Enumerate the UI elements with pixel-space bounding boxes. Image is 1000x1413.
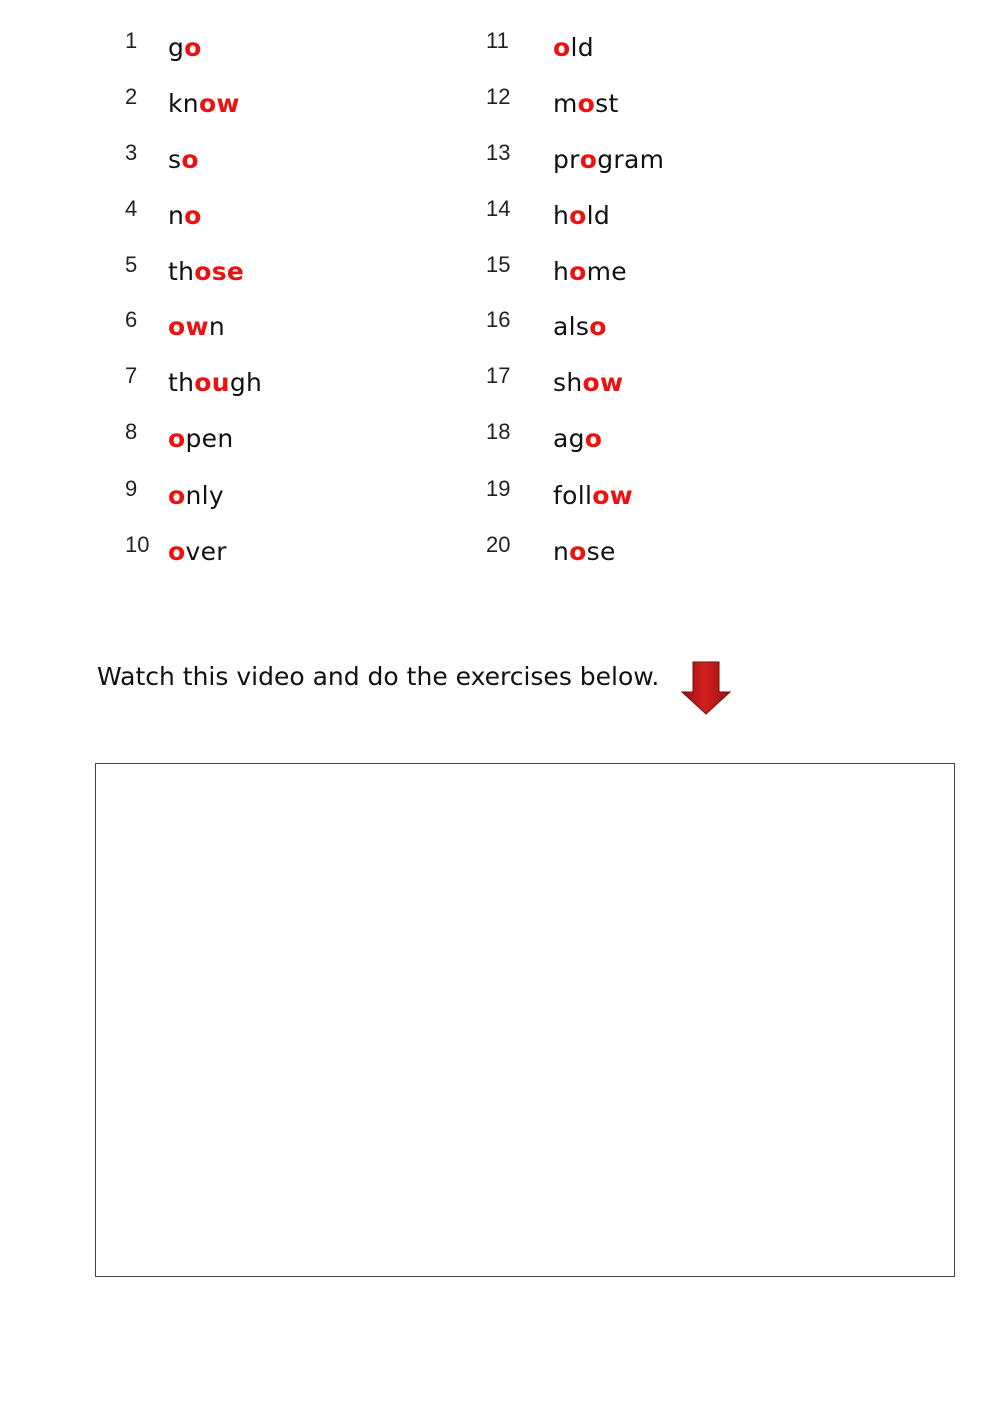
word-highlight: ow	[168, 312, 209, 341]
word-highlight: o	[569, 201, 587, 230]
word-part: me	[586, 257, 627, 286]
word-list-item	[0, 254, 1000, 294]
word-part: kn	[168, 89, 199, 118]
word-highlight: ow	[592, 481, 634, 510]
word-highlight: ow	[198, 89, 240, 118]
arrow-down-icon	[681, 661, 731, 715]
item-number: 6	[125, 307, 138, 332]
word-highlight: ow	[582, 368, 624, 397]
item-number: 1	[125, 28, 138, 53]
item-number: 15	[486, 252, 511, 277]
word-part: h	[553, 257, 570, 286]
instruction-text: Watch this video and do the exercises below.	[97, 662, 660, 691]
word-part: n	[553, 537, 570, 566]
word-part: m	[553, 89, 578, 118]
word-highlight: o	[168, 424, 186, 453]
word-list	[0, 0, 1000, 600]
word-text	[553, 312, 607, 341]
word-highlight: o	[184, 201, 202, 230]
word-highlight: o	[168, 537, 186, 566]
word-part: n	[208, 312, 226, 341]
word-list-item	[0, 365, 1000, 405]
item-number: 7	[125, 363, 138, 388]
word-text	[553, 257, 627, 286]
video-frame[interactable]	[95, 763, 955, 1277]
word-part: g	[168, 33, 185, 62]
word-list-item	[0, 142, 1000, 182]
word-list-item	[0, 534, 1000, 574]
word-part: als	[553, 312, 590, 341]
word-list-item	[0, 86, 1000, 126]
item-number: 3	[125, 140, 138, 165]
word-part: nly	[185, 481, 224, 510]
word-highlight: o	[181, 145, 199, 174]
word-text	[553, 537, 616, 566]
word-text	[553, 89, 619, 118]
word-part: s	[168, 145, 182, 174]
word-list-item	[0, 30, 1000, 70]
word-highlight: o	[184, 33, 202, 62]
word-highlight: ose	[194, 257, 245, 286]
word-part: pr	[553, 145, 580, 174]
word-part: th	[168, 257, 195, 286]
item-number: 9	[125, 476, 138, 501]
item-number: 16	[486, 307, 511, 332]
item-number: 11	[486, 28, 509, 53]
item-number: 20	[486, 532, 511, 557]
word-list-item	[0, 309, 1000, 349]
word-part: th	[168, 368, 195, 397]
word-part: st	[595, 89, 619, 118]
word-list-item	[0, 421, 1000, 461]
word-highlight: ou	[194, 368, 230, 397]
word-part: ver	[185, 537, 227, 566]
word-highlight: o	[579, 145, 598, 174]
word-part: n	[168, 201, 185, 230]
word-highlight: o	[553, 33, 571, 62]
word-highlight: o	[577, 89, 596, 118]
word-text	[553, 145, 664, 174]
word-part: gh	[229, 368, 263, 397]
word-highlight: o	[569, 537, 587, 566]
word-highlight: o	[589, 312, 607, 341]
word-highlight: o	[584, 424, 603, 453]
word-text	[553, 33, 594, 62]
word-text	[553, 368, 623, 397]
word-part: h	[553, 201, 570, 230]
item-number: 8	[125, 419, 138, 444]
item-number: 5	[125, 252, 138, 277]
item-number: 12	[486, 84, 511, 109]
word-part: ld	[570, 33, 594, 62]
word-part: sh	[553, 368, 583, 397]
item-number: 13	[486, 140, 511, 165]
word-text	[553, 201, 610, 230]
word-text	[553, 481, 633, 510]
word-highlight: o	[168, 481, 186, 510]
word-part: se	[586, 537, 616, 566]
item-number: 19	[486, 476, 511, 501]
word-part: ld	[586, 201, 611, 230]
item-number: 18	[486, 419, 511, 444]
word-part: pen	[185, 424, 234, 453]
word-list-item	[0, 478, 1000, 518]
word-text	[553, 424, 602, 453]
word-list-item	[0, 198, 1000, 238]
item-number: 17	[486, 363, 511, 388]
item-number: 10	[125, 532, 150, 557]
word-part: ag	[553, 424, 585, 453]
item-number: 4	[125, 196, 138, 221]
item-number: 2	[125, 84, 138, 109]
word-highlight: o	[569, 257, 587, 286]
item-number: 14	[486, 196, 511, 221]
word-part: gram	[597, 145, 665, 174]
word-part: foll	[553, 481, 593, 510]
